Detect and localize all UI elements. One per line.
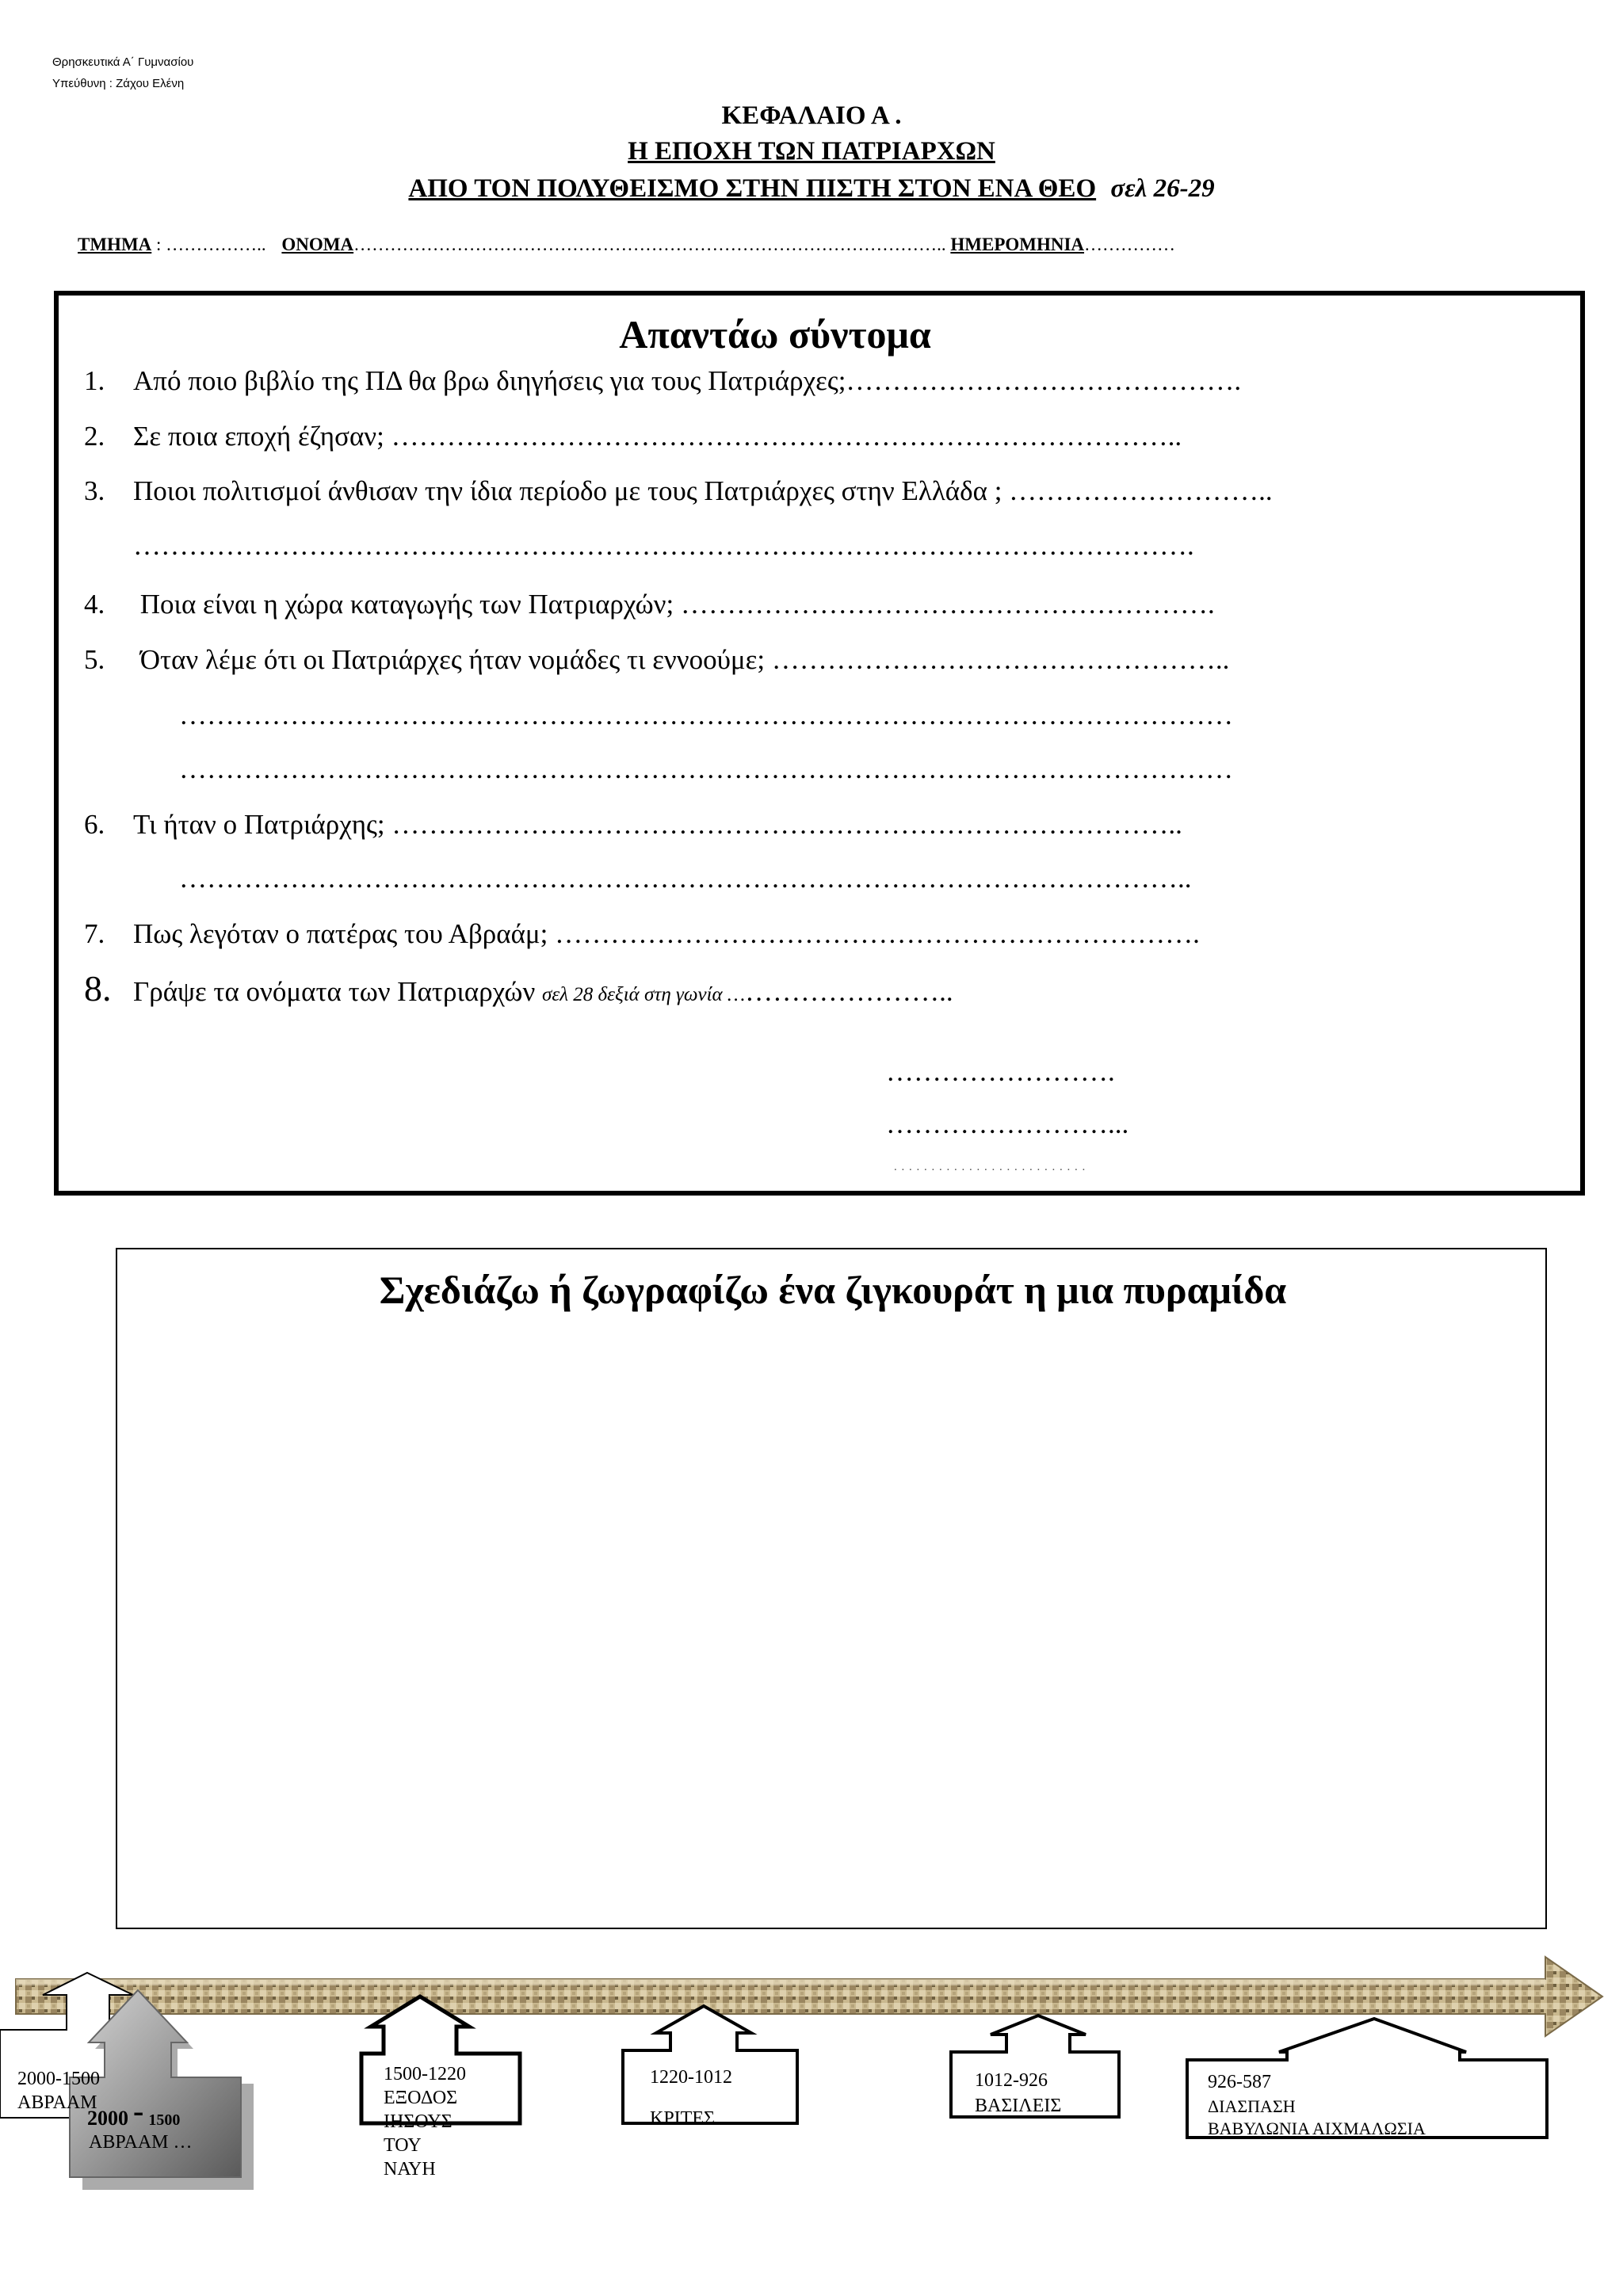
abraham-name: ΑΒΡΑΑΜ … — [89, 2132, 193, 2153]
question-3[interactable] — [84, 475, 1273, 507]
question-number: 8. — [84, 968, 112, 1009]
question-number: 5. — [84, 644, 105, 675]
teacher-label: Υπεύθυνη : Ζάχου Ελένη — [52, 77, 185, 90]
answer-line[interactable]: ……………………... — [886, 1108, 1129, 1139]
answer-line[interactable]: . . . . . . . . . . . . . . . . . . . . . . . . . . — [894, 1161, 1086, 1173]
question-2[interactable] — [84, 421, 1182, 452]
judges-name: ΚΡΙΤΕΣ — [650, 2108, 715, 2129]
name-label: ΟΝΟΜΑ — [281, 235, 354, 254]
back-card-name: ΑΒΡΑΑΜ — [17, 2092, 97, 2113]
drawing-area[interactable] — [116, 1248, 1547, 1929]
question-text: Από ποιο βιβλίο της ΠΔ θα βρω διηγήσεις για τους Πατριάρχες;……………………………………. — [133, 365, 1242, 396]
question-text: Πως λεγόταν ο πατέρας του Αβραάμ; ……………………………………………………………. — [133, 918, 1200, 949]
split-years: 926-587 — [1208, 2072, 1271, 2092]
exodus-line3: ΤΟΥ — [384, 2135, 422, 2156]
kings-name: ΒΑΣΙΛΕΙΣ — [975, 2096, 1062, 2116]
questions-title: Απαντάω σύντομα — [619, 312, 931, 357]
question-text: Τι ήταν ο Πατριάρχης; ………………………………………………………………………….. — [133, 809, 1182, 840]
question-6[interactable] — [84, 809, 1182, 841]
question-text: Ποιοι πολιτισμοί άνθισαν την ίδια περίοδο με τους Πατριάρχες στην Ελλάδα ; ……………………….. — [133, 475, 1273, 506]
split-line2: ΒΑΒΥΛΩΝΙΑ ΑΙΧΜΑΛΩΣΙΑ — [1208, 2119, 1426, 2138]
class-label: ΤΜΗΜΑ — [78, 235, 152, 254]
answer-line[interactable]: …………………………………………………………………………………………………… — [179, 753, 1233, 784]
question-5[interactable] — [84, 644, 1229, 676]
split-line1: ΔΙΑΣΠΑΣΗ — [1208, 2096, 1296, 2116]
question-1[interactable] — [84, 365, 1241, 397]
answer-line[interactable]: ……………………………………………………………………………………………………. — [133, 530, 1194, 561]
topic-text: ΑΠΟ ΤΟΝ ΠΟΛΥΘΕΙΣΜΟ ΣΤΗΝ ΠΙΣΤΗ ΣΤΟΝ ΕΝΑ ΘΕΟ — [408, 174, 1097, 203]
question-text: Ποια είναι η χώρα καταγωγής των Πατριαρχών; …………………………………………………. — [133, 589, 1215, 620]
question-number: 4. — [84, 589, 105, 620]
student-fields — [78, 235, 1175, 255]
subject-label: Θρησκευτικά Α΄ Γυμνασίου — [52, 55, 194, 69]
date-fill[interactable]: …………… — [1084, 235, 1176, 254]
question-number: 2. — [84, 421, 105, 452]
question-number: 1. — [84, 365, 105, 396]
callout-judges — [623, 2006, 797, 2123]
exodus-line4: ΝΑΥΗ — [384, 2159, 436, 2180]
abraham-dash: - — [133, 2093, 144, 2129]
question-text: Σε ποια εποχή έζησαν; ………………………………………………………………………….. — [133, 421, 1182, 452]
exodus-line1: ΕΞΟΔΟΣ — [384, 2088, 458, 2108]
question-4[interactable] — [84, 589, 1215, 620]
answer-fill[interactable]: ………………….. — [745, 976, 953, 1007]
judges-years: 1220-1012 — [650, 2067, 732, 2088]
questions-box — [54, 291, 1585, 1196]
question-8[interactable] — [84, 967, 953, 1009]
answer-line[interactable]: ……………………. — [886, 1056, 1115, 1087]
abraham-from: 2000 — [87, 2107, 128, 2130]
back-card-years: 2000-1500 — [17, 2069, 100, 2089]
question-text: Γράψε τα ονόματα των Πατριαρχών — [133, 976, 543, 1007]
question-number: 7. — [84, 918, 105, 949]
chapter-title: ΚΕΦΑΛΑΙΟ Α . — [721, 101, 902, 130]
answer-line[interactable]: ……………………………………………………………………………………………….. — [179, 863, 1192, 894]
question-number: 6. — [84, 809, 105, 840]
timeline-graphic — [0, 1933, 1623, 2296]
topic-title — [0, 174, 1623, 204]
name-fill[interactable]: …………………………………………………………………………………….. — [353, 235, 946, 254]
drawing-title: Σχεδιάζω ή ζωγραφίζω ένα ζιγκουράτ η μια πυραμίδα — [379, 1268, 1287, 1312]
question-page-ref: σελ 28 δεξιά στη γωνία … — [542, 984, 746, 1005]
era-title: Η ΕΠΟΧΗ ΤΩΝ ΠΑΤΡΙΑΡΧΩΝ — [628, 137, 995, 166]
abraham-to: 1500 — [148, 2111, 181, 2129]
class-fill[interactable]: : …………….. — [151, 235, 271, 254]
kings-years: 1012-926 — [975, 2070, 1048, 2091]
answer-line[interactable]: …………………………………………………………………………………………………… — [179, 700, 1233, 730]
exodus-years: 1500-1220 — [384, 2064, 466, 2084]
question-number: 3. — [84, 475, 105, 506]
date-label: ΗΜΕΡΟΜΗΝΙΑ — [950, 235, 1085, 254]
topic-pages: σελ 26-29 — [1110, 174, 1215, 203]
question-7[interactable] — [84, 918, 1200, 950]
abraham-years — [87, 2093, 181, 2132]
question-text: Όταν λέμε ότι οι Πατριάρχες ήταν νομάδες τι εννοούμε; ………………………………………….. — [133, 644, 1230, 675]
exodus-line2: ΙΗΣΟΥΣ — [384, 2111, 453, 2132]
